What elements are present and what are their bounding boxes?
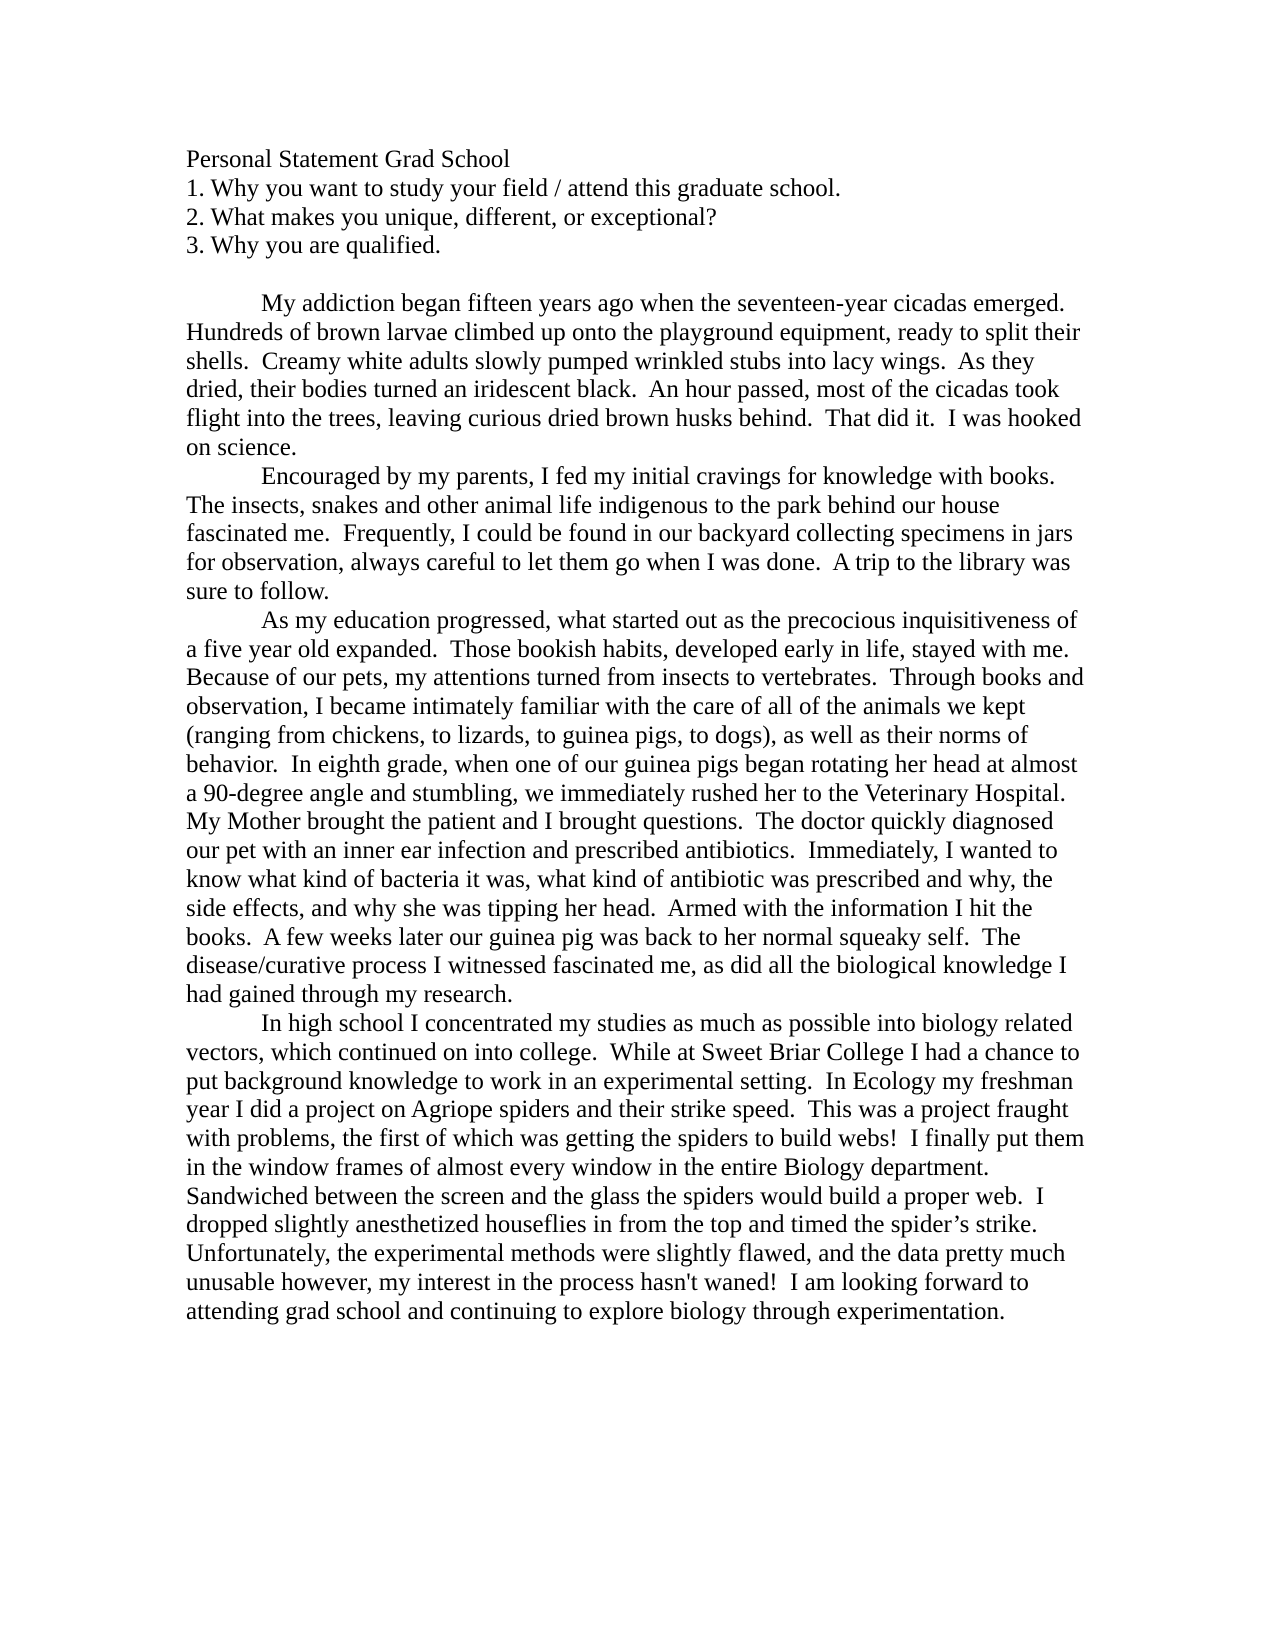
text-line: disease/curative process I witnessed fascinated me, as did all the biological knowledge I: [186, 952, 1067, 980]
text-line: Hundreds of brown larvae climbed up onto the playground equipment, ready to split their: [186, 318, 1081, 346]
text-line: a five year old expanded. Those bookish habits, developed early in life, stayed with me.: [186, 635, 1070, 663]
text-line: attending grad school and continuing to explore biology through experimentation.: [186, 1297, 1006, 1325]
text-line: Because of our pets, my attentions turned from insects to vertebrates. Through books and: [186, 664, 1084, 692]
text-line: on science.: [186, 433, 298, 461]
text-line: As my education progressed, what started out as the precocious inquisitiveness of: [261, 606, 1078, 634]
text-line: behavior. In eighth grade, when one of our guinea pigs began rotating her head at almost: [186, 750, 1078, 778]
text-line: year I did a project on Agriope spiders and their strike speed. This was a project fraught: [186, 1096, 1069, 1124]
text-line: had gained through my research.: [186, 981, 513, 1009]
text-line: side effects, and why she was tipping her head. Armed with the information I hit the: [186, 894, 1033, 922]
text-line: My addiction began fifteen years ago when the seventeen-year cicadas emerged.: [261, 289, 1066, 317]
text-line: flight into the trees, leaving curious dried brown husks behind. That did it. I was hooked: [186, 405, 1082, 433]
blank-line: [186, 261, 1116, 290]
text-line: know what kind of bacteria it was, what kind of antibiotic was prescribed and why, the: [186, 865, 1053, 893]
text-line: books. A few weeks later our guinea pig was back to her normal squeaky self. The: [186, 923, 1021, 951]
paragraph: [186, 607, 1116, 1010]
text-line: vectors, which continued on into college. While at Sweet Briar College I had a chance to: [186, 1038, 1080, 1066]
text-line: (ranging from chickens, to lizards, to guinea pigs, to dogs), as well as their norms of: [186, 721, 1029, 749]
text-line: In high school I concentrated my studies as much as possible into biology related: [261, 1009, 1073, 1037]
question-line: 3. Why you are qualified.: [186, 232, 442, 260]
document-text-block: [186, 146, 1116, 1327]
paragraph: [186, 290, 1116, 463]
text-line: shells. Creamy white adults slowly pumped wrinkled stubs into lacy wings. As they: [186, 347, 1035, 375]
text-line: Encouraged by my parents, I fed my initial cravings for knowledge with books.: [261, 462, 1056, 490]
text-line: The insects, snakes and other animal life indigenous to the park behind our house: [186, 491, 1000, 519]
paragraph: [186, 463, 1116, 607]
text-line: a 90-degree angle and stumbling, we immediately rushed her to the Veterinary Hospital.: [186, 779, 1066, 807]
text-line: with problems, the first of which was getting the spiders to build webs! I finally put them: [186, 1125, 1085, 1153]
text-line: dried, their bodies turned an iridescent black. An hour passed, most of the cicadas took: [186, 376, 1060, 404]
question-list: [186, 175, 1116, 261]
text-line: My Mother brought the patient and I brought questions. The doctor quickly diagnosed: [186, 808, 1054, 836]
text-line: for observation, always careful to let them go when I was done. A trip to the library was: [186, 549, 1071, 577]
text-line: our pet with an inner ear infection and prescribed antibiotics. Immediately, I wanted to: [186, 837, 1058, 865]
text-line: in the window frames of almost every window in the entire Biology department.: [186, 1153, 990, 1181]
paragraph-list: [186, 290, 1116, 1327]
text-line: dropped slightly anesthetized houseflies in from the top and timed the spider’s strike.: [186, 1211, 1038, 1239]
text-line: Unfortunately, the experimental methods were slightly flawed, and the data pretty much: [186, 1240, 1066, 1268]
text-line: fascinated me. Frequently, I could be found in our backyard collecting specimens in jars: [186, 520, 1073, 548]
text-line: observation, I became intimately familiar with the care of all of the animals we kept: [186, 693, 1026, 721]
text-line: Sandwiched between the screen and the glass the spiders would build a proper web. I: [186, 1182, 1045, 1210]
text-line: unusable however, my interest in the process hasn't waned! I am looking forward to: [186, 1269, 1029, 1297]
document-title: Personal Statement Grad School: [186, 146, 511, 173]
question-line: 2. What makes you unique, different, or exceptional?: [186, 203, 717, 231]
paragraph: [186, 1010, 1116, 1327]
text-line: put background knowledge to work in an experimental setting. In Ecology my freshman: [186, 1067, 1074, 1095]
question-line: 1. Why you want to study your field / attend this graduate school.: [186, 174, 841, 202]
text-line: sure to follow.: [186, 577, 330, 605]
